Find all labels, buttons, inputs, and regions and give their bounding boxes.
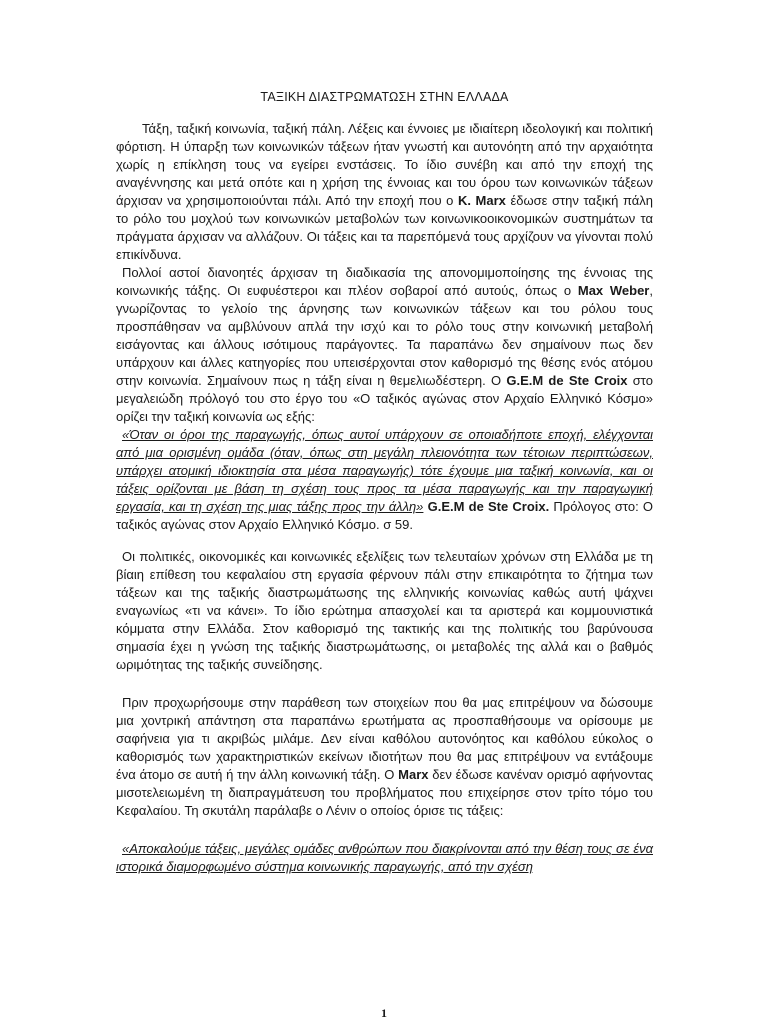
spacer bbox=[116, 534, 653, 548]
document-title: ΤΑΞΙΚΗ ΔΙΑΣΤΡΩΜΑΤΩΣΗ ΣΤΗΝ ΕΛΛΑΔΑ bbox=[260, 90, 509, 104]
paragraph-intro-text-a: Τάξη, ταξική κοινωνία, ταξική πάλη. Λέξεις και έννοιες με ιδιαίτερη ιδεολογική και πολιτική φόρτιση. Η ύπαρξη των κοινωνικών τάξεων ήταν γνωστή και αυτονόητη από την αρχαιότητα χωρίς η επίκληση τους να εγείρει ενστάσεις. Το ίδιο συνέβη και από την εποχή της αναγέννησης και μετά οπότε και η χρήση της έννοιας και του όρου των κοινωνικών τάξεων άρχισαν να χρησιμοποιούνται πάλι. Από την εποχή που ο bbox=[116, 121, 653, 208]
quote-lenin bbox=[116, 840, 653, 876]
paragraph-bourgeois-text-c: στο μεγαλειώδη πρόλογό του στο έργο του «Ο ταξικός αγώνας στον Αρχαίο Ελληνικό Κόσμο» ορίζει την ταξική κοινωνία ως εξής: bbox=[116, 373, 653, 424]
paragraph-recent-developments: Οι πολιτικές, οικονομικές και κοινωνικές εξελίξεις των τελευταίων χρόνων στη Ελλάδα με τη βίαιη επίθεση του κεφαλαίου στη εργασία φέρνουν πάλι στην επικαιρότητα το ζήτημα των τάξεων και της ταξικής διαστρωμάτωσης της ελληνικής κοινωνίας καθώς αυτή ψάχνει εναγωνίως «τι να κάνει». Το ίδιο ερώτημα απασχολεί και τα αριστερά και κομμουνιστικά κόμματα στην Ελλάδα. Στον καθορισμό της τακτικής και της πολιτικής του βαρύνουσα σημασία έχει η γνώση της ταξικής διαστρωμάτωσης, οι μεταβολές της αλλά και ο βαθμός ωριμότητας της ταξικής συνείδησης. bbox=[116, 549, 653, 672]
paragraph-definition bbox=[116, 694, 653, 820]
paragraph-bourgeois-text-b: , γνωρίζοντας το γελοίο της άρνησης των κοινωνικών τάξεων και του ρόλου τους προσπάθησαν να αμβλύνουν απλά την ισχύ και το ρόλο τους στην κοινωνική μεταβολή εισάγοντας και άλλους ισότιμους παράγοντες. Τα παραπάνω δεν σημαίνουν πως δεν υπάρχουν και άλλες κατηγορίες που υπεισέρχονται στον καθορισμό της θέσης ενός ατόμου στην κοινωνία. Σημαίνουν πως η τάξη είναι η θεμελιωδέστερη. Ο bbox=[116, 283, 653, 388]
quote-lenin-text: «Αποκαλούμε τάξεις, μεγάλες ομάδες ανθρώπων που διακρίνονται από την θέση τους σε ένα ιστορικά διαμορφωμένο σύστημα κοινωνικής παραγωγής, από την σχέση bbox=[116, 841, 653, 874]
name-weber: Max Weber bbox=[577, 283, 650, 298]
quote-source: Πρόλογος στο: Ο ταξικός αγώνας στον Αρχαίο Ελληνικό Κόσμο. σ 59. bbox=[116, 499, 653, 532]
paragraph-intro bbox=[116, 120, 653, 264]
quote-author: G.E.M de Ste Croix. bbox=[427, 499, 550, 514]
spacer bbox=[116, 674, 653, 694]
spacer bbox=[116, 820, 653, 840]
paragraph-bourgeois-text-a: Πολλοί αστοί διανοητές άρχισαν τη διαδικασία της απονομιμοποίησης της έννοιας της κοινωνικής τάξης. Οι ευφυέστεροι και πλέον σοβαροί από αυτούς, όπως ο bbox=[116, 265, 653, 298]
name-ste-croix: G.E.M de Ste Croix bbox=[506, 373, 628, 388]
name-marx: K. Marx bbox=[457, 193, 506, 208]
page-number: 1 bbox=[381, 1006, 387, 1020]
paragraph-intro-text-b: έδωσε στην ταξική πάλη το ρόλο του μοχλού των κοινωνικών μεταβολών των κοινωνικοοικονομικών συστημάτων τα πράγματα άρχισαν να αλλάζουν. Οι τάξεις και τα παρεπόμενά τους αρχίζουν να γίνονται πολύ επικίνδυνα. bbox=[116, 193, 653, 262]
paragraph-definition-text-a: Πριν προχωρήσουμε στην παράθεση των στοιχείων που θα μας επιτρέψουν να δώσουμε μια χοντρική απάντηση στα παραπάνω ερωτήματα ας προσπαθήσουμε να ορίσουμε με σαφήνεια για τι ακριβώς μιλάμε. Δεν είναι καθόλου αυτονόητος και καθόλου εύκολος ο καθορισμός των χαρακτηριστικών εκείνων ιδιοτήτων που θα μας επιτρέψουν να εντάξουμε ένα άτομο σε αυτή ή την άλλη κοινωνική τάξη. Ο bbox=[116, 695, 653, 782]
paragraph-definition-text-b: δεν έδωσε κανέναν ορισμό αφήνοντας μισοτελειωμένη τη διαπραγμάτευση του προβλήματος που επιχείρησε στον τρίτο τόμο του Κεφαλαίου. Τη σκυτάλη παράλαβε ο Λένιν ο οποίος όρισε τις τάξεις: bbox=[116, 767, 654, 818]
quote-ste-croix-text: «Όταν οι όροι της παραγωγής, όπως αυτοί υπάρχουν σε οποιαδήποτε εποχή, ελέγχονται από μια ορισμένη ομάδα (όταν, όπως στη μεγάλη πλειονότητα των τέτοιων περιπτώσεων, υπάρχει ατομική ιδιοκτησία στα μέσα παραγωγής) τότε έχουμε μια ταξική κοινωνία, και οι τάξεις ορίζονται με βάση τη σχέση τους προς τα μέσα παραγωγής και την παραγωγική εργασία, και τη σχέση της μιας τάξης προς την άλλη» bbox=[116, 427, 653, 514]
name-marx-2: Marx bbox=[398, 767, 429, 782]
quote-ste-croix bbox=[116, 426, 653, 534]
paragraph-bourgeois-thinkers bbox=[116, 264, 653, 426]
document-body bbox=[116, 88, 653, 876]
